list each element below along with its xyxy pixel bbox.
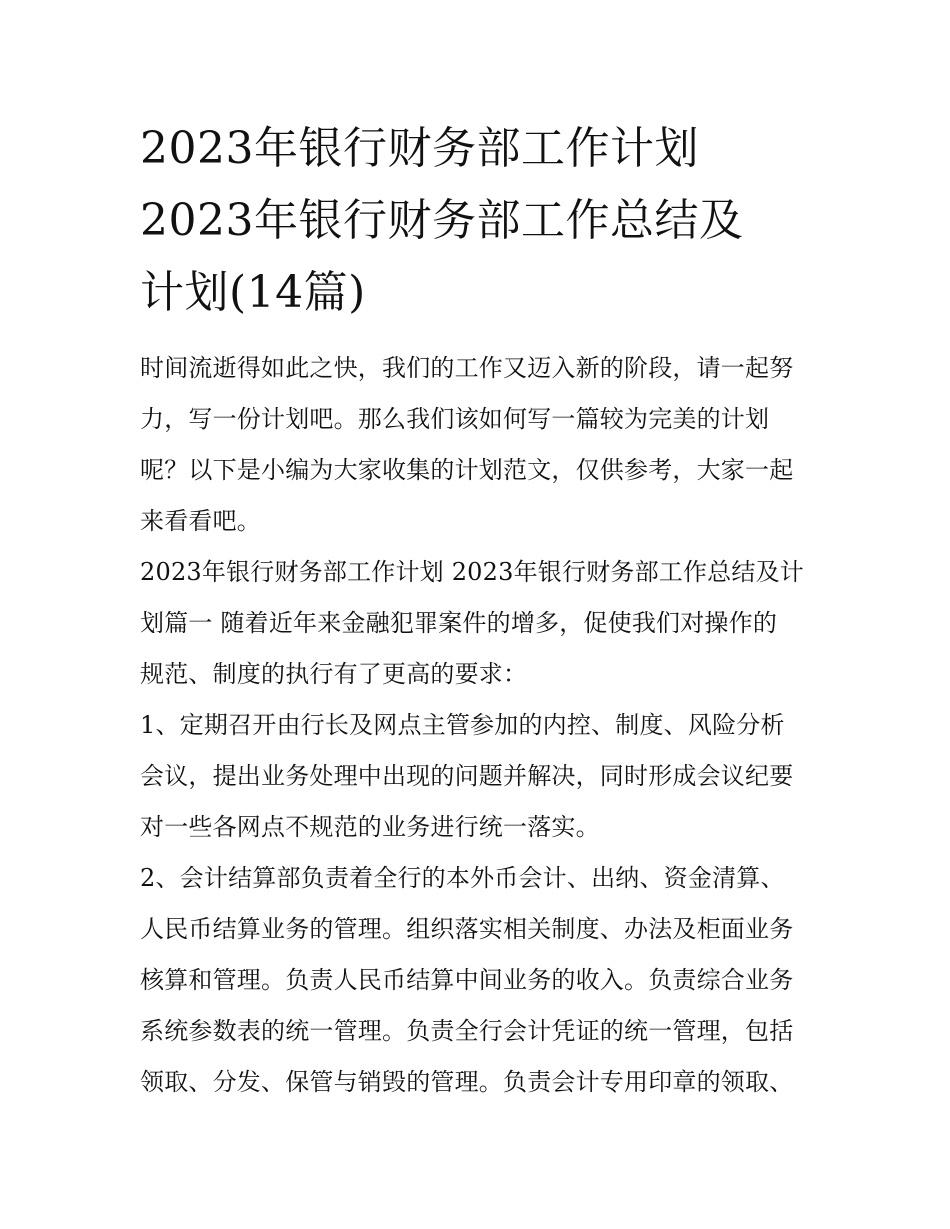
list-item-paragraph	[140, 700, 815, 853]
text-line: 2023年银行财务部工作计划 2023年银行财务部工作总结及计	[140, 558, 804, 586]
text-line: 会议，提出业务处理中出现的问题并解决，同时形成会议纪要	[140, 762, 794, 790]
title-line: 计划(14篇)	[140, 267, 366, 318]
section-heading-paragraph	[140, 547, 815, 700]
text-line: 领取、分发、保管与销毁的管理。负责会计专用印章的领取、	[140, 1068, 794, 1096]
text-line: 呢？以下是小编为大家收集的计划范文，仅供参考，大家一起	[140, 456, 794, 484]
document-title	[140, 113, 815, 329]
title-line: 2023年银行财务部工作总结及	[140, 195, 744, 246]
text-line: 规范、制度的执行有了更高的要求：	[140, 660, 528, 688]
text-line: 时间流逝得如此之快，我们的工作又迈入新的阶段，请一起努	[140, 354, 794, 382]
text-line: 1、定期召开由行长及网点主管参加的内控、制度、风险分析	[140, 711, 785, 739]
text-line: 对一些各网点不规范的业务进行统一落实。	[140, 813, 600, 841]
text-line: 力，写一份计划吧。那么我们该如何写一篇较为完美的计划	[140, 405, 770, 433]
text-line: 2、会计结算部负责着全行的本外币会计、出纳、资金清算、	[140, 864, 785, 892]
text-line: 系统参数表的统一管理。负责全行会计凭证的统一管理，包括	[140, 1017, 794, 1045]
intro-paragraph	[140, 343, 815, 547]
text-line: 人民币结算业务的管理。组织落实相关制度、办法及柜面业务	[140, 915, 794, 943]
text-line: 核算和管理。负责人民币结算中间业务的收入。负责综合业务	[140, 966, 794, 994]
title-line: 2023年银行财务部工作计划	[140, 123, 699, 174]
list-item-paragraph	[140, 853, 815, 1108]
document-body	[140, 343, 815, 1108]
text-line: 来看看吧。	[140, 507, 261, 535]
text-line: 划篇一 随着近年来金融犯罪案件的增多，促使我们对操作的	[140, 609, 778, 637]
